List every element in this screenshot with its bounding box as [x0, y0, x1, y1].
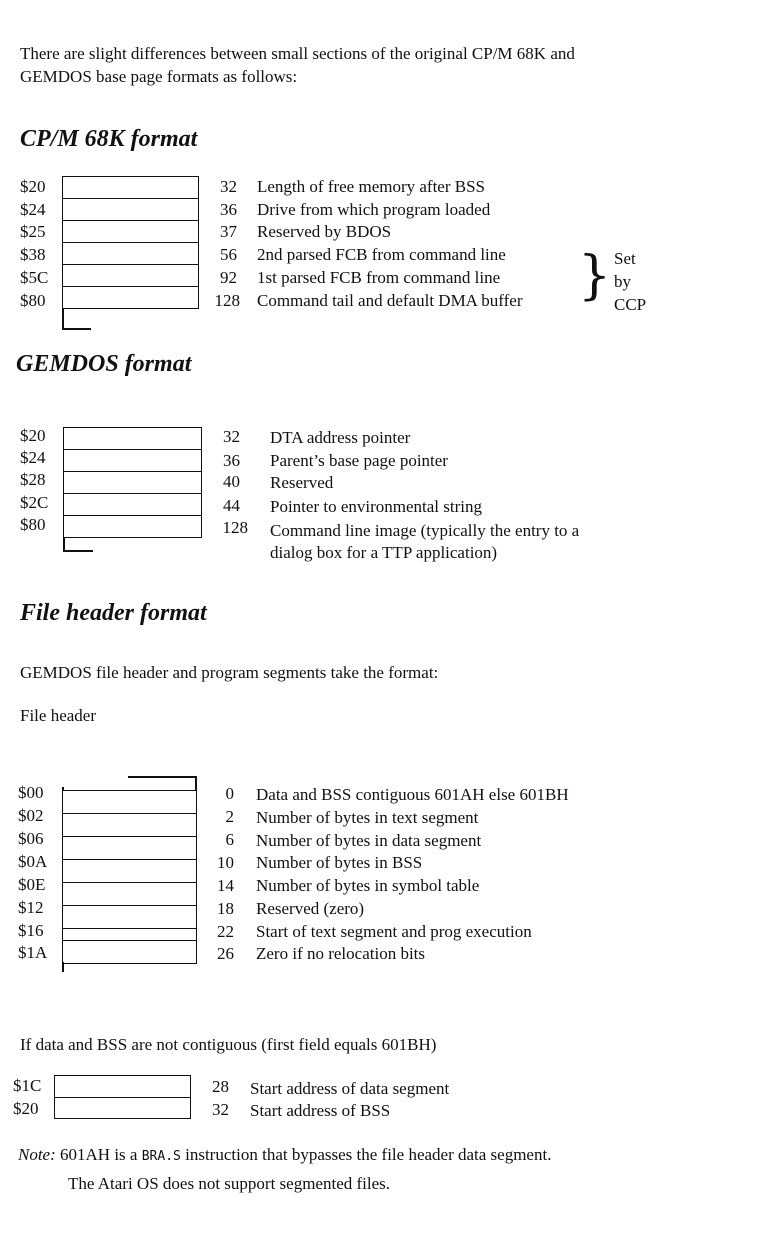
gemdos-offset: 32	[223, 427, 240, 446]
gemdos-addr: $2C	[20, 493, 49, 512]
file-header-description: Reserved (zero)	[256, 899, 365, 918]
memory-cell	[63, 515, 202, 538]
file-header-addr: $0A	[18, 852, 48, 871]
gemdos-description: Pointer to environmental string	[270, 497, 482, 516]
file-header-description: Number of bytes in text segment	[256, 808, 479, 827]
side-note-line: Set	[614, 249, 636, 268]
gemdos-addr: $80	[20, 515, 46, 534]
memory-cell	[62, 905, 197, 929]
cpm-addr: $24	[20, 200, 46, 219]
cpm-addr: $5C	[20, 268, 49, 287]
file-header-offset: 10	[217, 853, 234, 872]
cpm-offset: 36	[220, 200, 237, 219]
gemdos-addr: $28	[20, 470, 46, 489]
noncontiguous-intro: If data and BSS are not contiguous (first field equals 601BH)	[20, 1035, 437, 1054]
gemdos-description: Command line image (typically the entry to a	[270, 521, 580, 540]
note-line-2: The Atari OS does not support segmented files.	[68, 1174, 391, 1193]
file-header-offset: 2	[225, 807, 234, 826]
side-note-line: CCP	[614, 295, 647, 314]
file-header-intro: GEMDOS file header and program segments take the format:	[20, 663, 439, 682]
file-header-offset: 22	[217, 922, 234, 941]
file-header-offset: 18	[217, 899, 234, 918]
memory-cell	[62, 790, 197, 814]
gemdos-offset: 40	[223, 472, 240, 491]
cpm-description: 1st parsed FCB from command line	[257, 268, 501, 287]
file-header-heading: File header format	[20, 600, 207, 626]
memory-cell	[62, 176, 199, 199]
memory-cell	[63, 493, 202, 516]
file-header-offset: 6	[225, 830, 234, 849]
file-header-addr: $0E	[18, 875, 46, 894]
cpm-addr: $20	[20, 177, 46, 196]
file-header-description: Number of bytes in symbol table	[256, 876, 480, 895]
file-header-offset: 26	[217, 944, 234, 963]
file-header-description: Number of bytes in data segment	[256, 831, 482, 850]
cpm-addr: $80	[20, 291, 46, 310]
memory-cell	[62, 198, 199, 221]
cpm-heading: CP/M 68K format	[20, 126, 198, 152]
noncontig-offset: 32	[212, 1100, 229, 1119]
file-header-addr: $06	[18, 829, 44, 848]
memory-cell	[62, 859, 197, 883]
file-header-description: Zero if no relocation bits	[256, 944, 426, 963]
cpm-description: Command tail and default DMA buffer	[257, 291, 523, 310]
noncontig-offset: 28	[212, 1077, 229, 1096]
file-header-addr: $12	[18, 898, 44, 917]
note-code: BRA.S	[141, 1149, 181, 1164]
memory-top-edge	[128, 776, 196, 778]
gemdos-offset: 128	[222, 518, 248, 537]
memory-cell	[62, 836, 197, 860]
file-header-offset: 0	[225, 784, 234, 803]
memory-cell	[62, 940, 197, 964]
gemdos-description: Parent’s base page pointer	[270, 451, 448, 470]
memory-cell	[54, 1097, 191, 1119]
gemdos-offset: 36	[223, 451, 240, 470]
cpm-description: Length of free memory after BSS	[257, 177, 486, 196]
gemdos-heading: GEMDOS format	[16, 351, 192, 377]
cpm-addr: $25	[20, 222, 46, 241]
memory-cell	[62, 264, 199, 287]
note-line-1	[18, 1145, 551, 1167]
file-header-description: Start of text segment and prog execution	[256, 922, 532, 941]
cpm-description: Drive from which program loaded	[257, 200, 491, 219]
cpm-offset: 32	[220, 177, 237, 196]
file-header-label: File header	[20, 706, 96, 725]
gemdos-addr: $20	[20, 426, 46, 445]
cpm-addr: $38	[20, 245, 46, 264]
cpm-offset: 92	[220, 268, 237, 287]
file-header-addr: $1A	[18, 943, 48, 962]
gemdos-description-continued: dialog box for a TTP application)	[270, 543, 498, 562]
gemdos-description: Reserved	[270, 473, 334, 492]
memory-continuation	[62, 962, 64, 972]
file-header-description: Number of bytes in BSS	[256, 853, 423, 872]
file-header-addr: $02	[18, 806, 44, 825]
noncontig-addr: $20	[13, 1099, 39, 1118]
side-note-line: by	[614, 272, 631, 291]
file-header-addr: $16	[18, 921, 44, 940]
memory-cell	[62, 286, 199, 309]
gemdos-offset: 44	[223, 496, 240, 515]
memory-continuation	[63, 537, 65, 551]
cpm-description: Reserved by BDOS	[257, 222, 392, 241]
gemdos-description: DTA address pointer	[270, 428, 411, 447]
memory-cell	[62, 242, 199, 265]
intro-line-1: There are slight differences between small sections of the original CP/M 68K and	[20, 44, 575, 63]
file-header-addr: $00	[18, 783, 44, 802]
memory-continuation	[63, 550, 93, 552]
cpm-description: 2nd parsed FCB from command line	[257, 245, 506, 264]
memory-continuation	[62, 308, 64, 329]
memory-cell	[63, 427, 202, 450]
noncontig-description: Start address of BSS	[250, 1101, 391, 1120]
memory-cell	[62, 813, 197, 837]
gemdos-addr: $24	[20, 448, 46, 467]
noncontig-description: Start address of data segment	[250, 1079, 450, 1098]
file-header-offset: 14	[217, 876, 234, 895]
cpm-offset: 128	[214, 291, 240, 310]
memory-cell	[63, 471, 202, 494]
memory-cell	[62, 220, 199, 243]
noncontig-addr: $1C	[13, 1076, 42, 1095]
memory-cell	[62, 882, 197, 906]
note-label: Note:	[18, 1145, 56, 1164]
memory-cell	[63, 449, 202, 472]
cpm-offset: 37	[220, 222, 237, 241]
memory-cell	[54, 1075, 191, 1098]
cpm-offset: 56	[220, 245, 237, 264]
note-text: 601AH is a	[60, 1145, 138, 1164]
memory-continuation	[62, 328, 91, 330]
brace-icon: }	[578, 246, 612, 306]
file-header-description: Data and BSS contiguous 601AH else 601BH	[256, 785, 569, 804]
note-text: instruction that bypasses the file header data segment.	[185, 1145, 552, 1164]
intro-line-2: GEMDOS base page formats as follows:	[20, 67, 298, 86]
